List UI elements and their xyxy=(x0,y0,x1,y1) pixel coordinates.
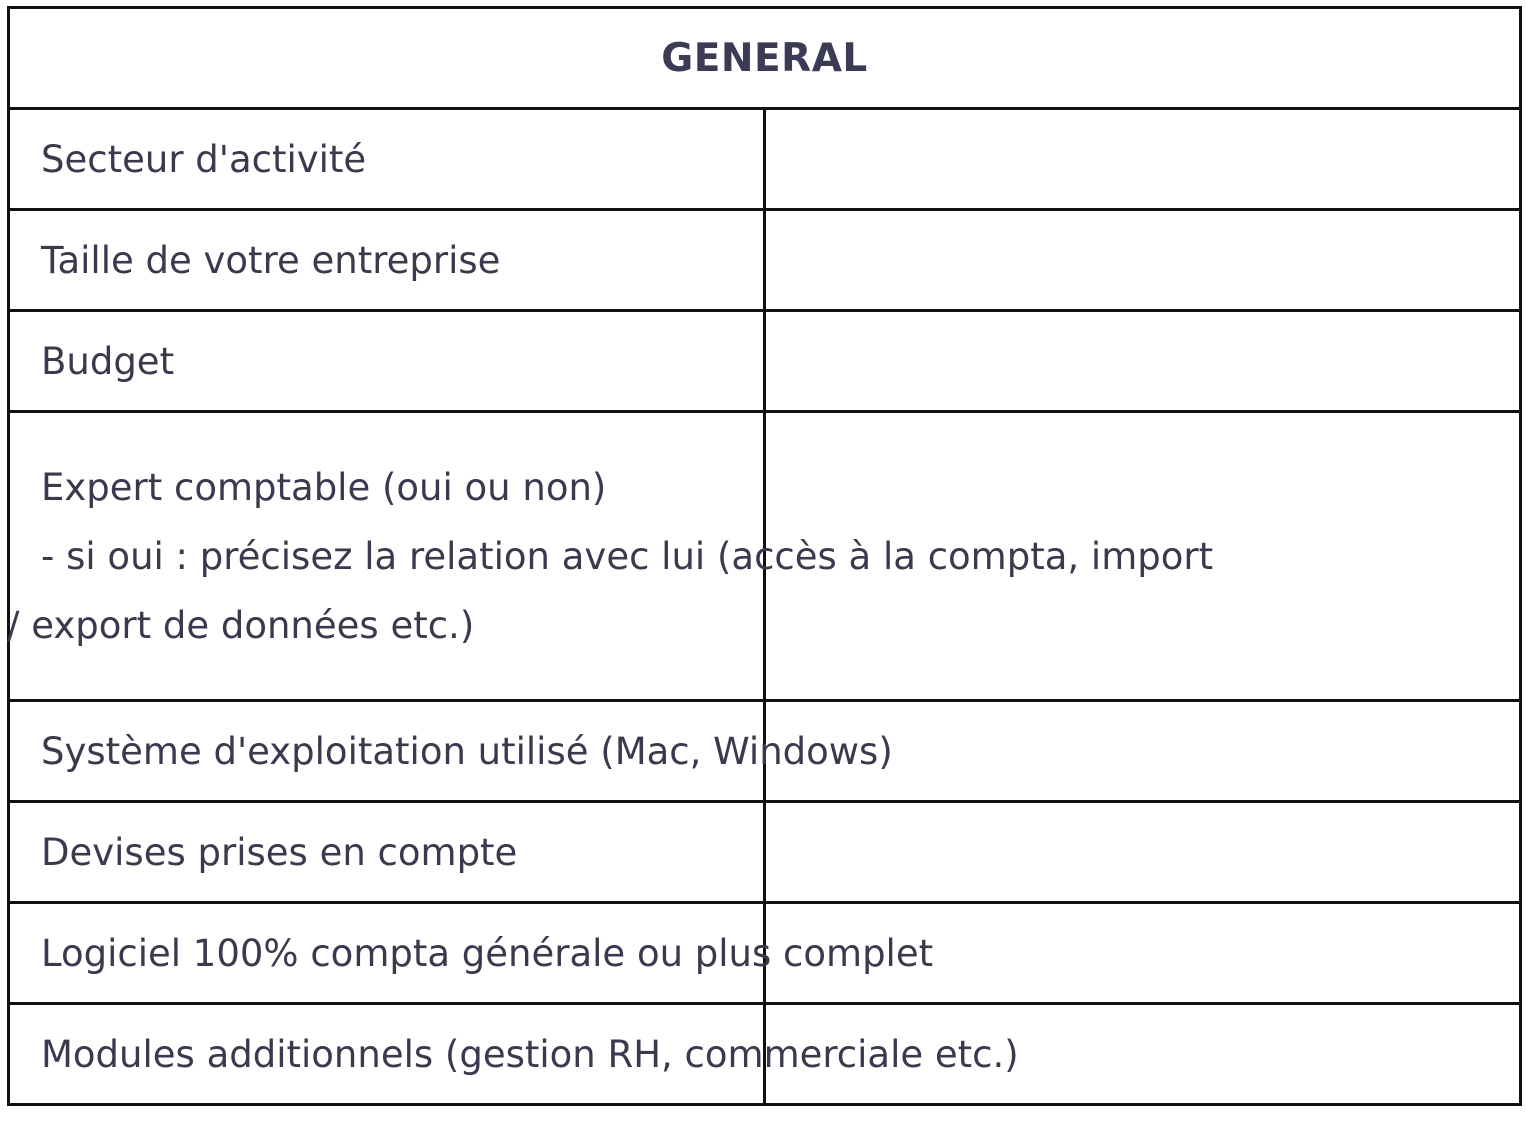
table-row-budget xyxy=(9,311,1521,412)
row-value-cell[interactable] xyxy=(765,210,1521,311)
table-header-row xyxy=(9,8,1521,109)
row-label: Système d'exploitation utilisé (Mac, Windows) xyxy=(9,701,765,802)
row-value-cell[interactable] xyxy=(765,109,1521,210)
row-label: Devises prises en compte xyxy=(9,802,765,903)
table-row-systeme xyxy=(9,701,1521,802)
table-row-expert-comptable xyxy=(9,412,1521,701)
table-row-taille xyxy=(9,210,1521,311)
row-label-line: Expert comptable (oui ou non) xyxy=(41,465,607,509)
row-label: Taille de votre entreprise xyxy=(9,210,765,311)
table-row-logiciel xyxy=(9,903,1521,1004)
row-label: Modules additionnels (gestion RH, commerciale etc.) xyxy=(9,1004,765,1105)
row-label-line: / export de données etc.) xyxy=(7,603,475,647)
general-form-table xyxy=(7,6,1522,1106)
row-label: Budget xyxy=(9,311,765,412)
row-label: Logiciel 100% compta générale ou plus complet xyxy=(9,903,765,1004)
row-label-line: - si oui : précisez la relation avec lui (accès à la compta, import xyxy=(41,534,1214,578)
row-label: Secteur d'activité xyxy=(9,109,765,210)
table-row-modules xyxy=(9,1004,1521,1105)
table-row-secteur xyxy=(9,109,1521,210)
table-row-devises xyxy=(9,802,1521,903)
row-value-cell[interactable] xyxy=(765,311,1521,412)
table-title: GENERAL xyxy=(9,8,1521,109)
row-label-multiline xyxy=(7,412,1214,701)
row-value-cell[interactable] xyxy=(765,802,1521,903)
